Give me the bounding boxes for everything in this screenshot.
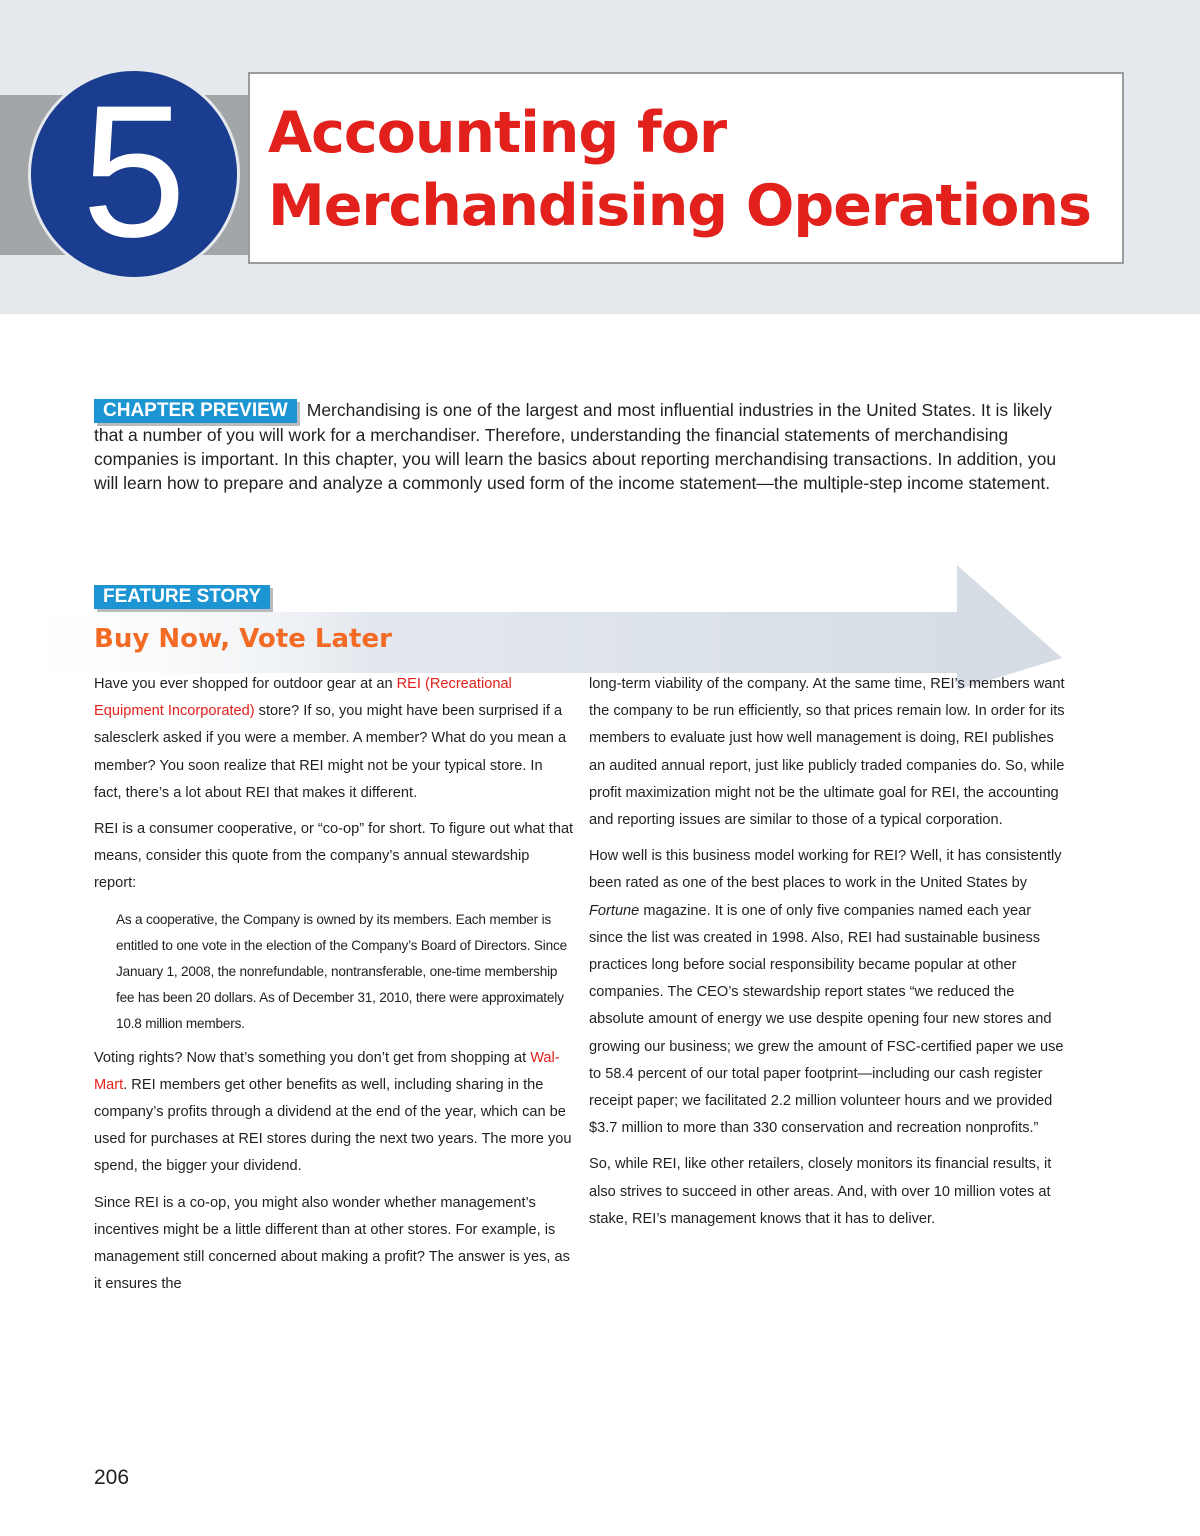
chapter-preview-text: Merchandising is one of the largest and most influential industries in the United States. It is likely that a number of you will work for a merchandiser. Therefore, understanding the financial statements of merchandising companies is important. In this chapter, you will learn the basics about reporting merchandising transactions. In addition, you will learn how to prepare and analyze a commonly used form of the income statement—the multiple-step income statement. (94, 400, 1057, 493)
right-paragraph-1: long-term viability of the company. At the same time, REI’s members want the company to be run efficiently, so that prices remain low. In order for its members to evaluate just how well management is doing, REI publishes an audited annual report, just like publicly traded companies do. So, while profit maximization might not be the ultimate goal for REI, the accounting and reporting issues are similar to those of a typical corporation. (589, 676, 1065, 829)
stewardship-quote: As a cooperative, the Company is owned by its members. Each member is entitled to one vote in the election of the Company’s Board of Directors. Since January 1, 2008, the nonrefundable, nontransferable, one-time membership fee has been 20 dollars. As of December 31, 2010, there were approximately 10.8 million members. (116, 911, 567, 1031)
right-p2-text-a: How well is this business model working for REI? Well, it has consistently been rated as one of the best places to work in the United States by (589, 848, 1062, 892)
chapter-title-line-2: Merchandising Operations (268, 173, 1091, 239)
chapter-preview (94, 398, 1064, 495)
left-paragraph-4: Since REI is a co-op, you might also wonder whether management’s incentives might be a little different than at other stores. For example, is management still concerned about making a profit? The answer is yes, as it ensures the (94, 1194, 570, 1293)
chapter-preview-tag: CHAPTER PREVIEW (94, 399, 297, 423)
left-p3-text-a: Voting rights? Now that’s something you don’t get from shopping at (94, 1049, 531, 1066)
feature-story-title: Buy Now, Vote Later (94, 624, 392, 654)
walmart-link[interactable]: Wal-Mart (94, 1049, 560, 1093)
chapter-number: 5 (81, 66, 187, 276)
feature-story-tag-wrap (94, 585, 280, 609)
page-number: 206 (94, 1466, 130, 1489)
left-paragraph-1 (94, 671, 574, 807)
right-paragraph-3: So, while REI, like other retailers, closely monitors its financial results, it also strives to succeed in other areas. And, with over 10 million votes at stake, REI’s management knows that it has to deliver. (589, 1156, 1052, 1227)
left-column (94, 671, 574, 1307)
chapter-preview-paragraph (94, 398, 1064, 495)
left-p1-text-a: Have you ever shopped for outdoor gear at an (94, 676, 397, 692)
left-p3-text-b: . REI members get other benefits as well, including sharing in the company’s profits through a dividend at the end of the year, which can be used for purchases at REI stores during the next two years. The more you spend, the bigger your dividend. (94, 1076, 572, 1175)
left-paragraph-3 (94, 1045, 574, 1181)
left-p1-text-b: store? If so, you might have been surprised if a salesclerk asked if you were a member. A member? What do you mean a member? You soon realize that REI might not be your typical store. In fact, there’s a lot about REI that makes it different. (94, 703, 567, 801)
chapter-title-box (248, 72, 1124, 264)
feature-story-tag: FEATURE STORY (94, 585, 270, 609)
rei-link[interactable]: REI (Recreational Equipment Incorporated) (94, 676, 512, 720)
right-paragraph-2 (589, 843, 1069, 1142)
left-paragraph-2: REI is a consumer cooperative, or “co-op” for short. To figure out what that means, consider this quote from the company’s annual stewardship report: (94, 821, 574, 892)
chapter-number-circle (28, 68, 240, 280)
fortune-magazine-name: Fortune (589, 902, 640, 919)
right-p2-text-b: magazine. It is one of only five companies named each year since the list was created in 1998. Also, REI had sustainable business practices long before social responsibility became popular at other companies. The CEO’s stewardship report states “we reduced the absolute amount of energy we use despite opening four new stores and growing our business; we grew the amount of FSC-certified paper we use to 58.4 percent of our total paper footprint—including our cash register receipt paper; we facilitated 2.2 million volunteer hours and we provided $3.7 million to more than 330 conservation and recreation nonprofits.” (589, 902, 1064, 1137)
chapter-title-line-1: Accounting for (268, 100, 727, 166)
right-column (589, 671, 1069, 1242)
